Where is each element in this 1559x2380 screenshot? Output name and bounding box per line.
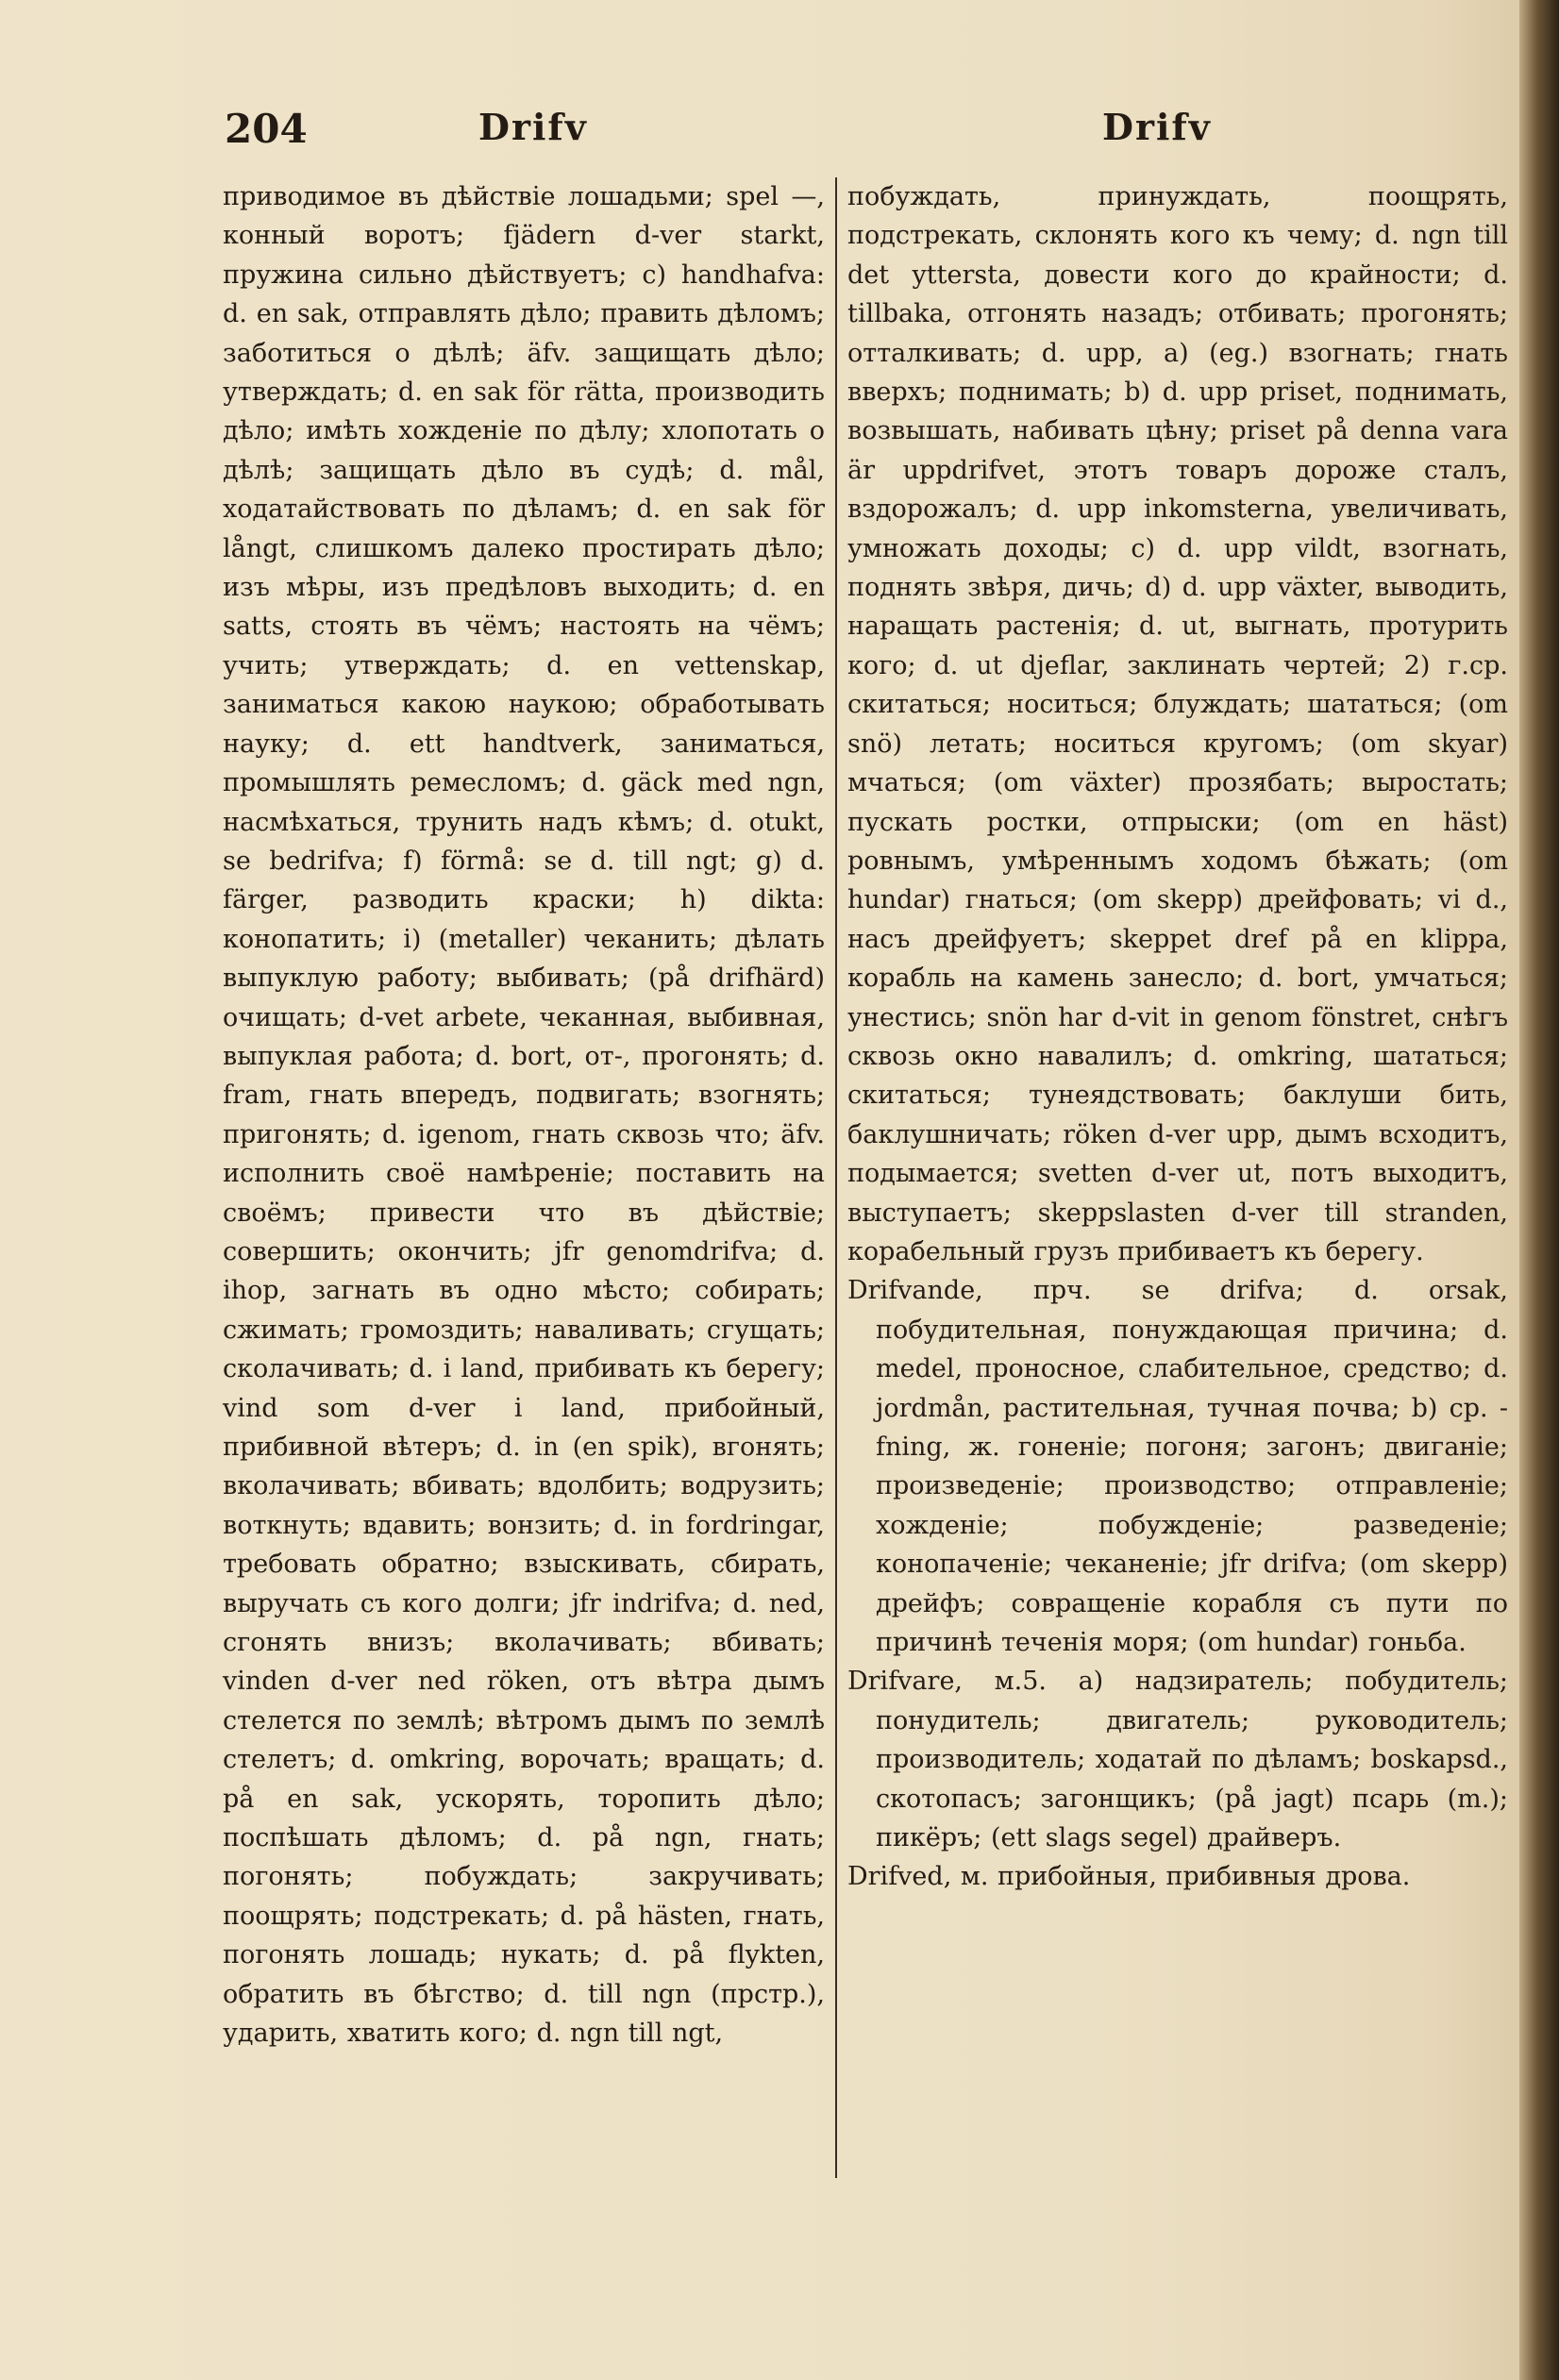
- book-spine-shadow: [1519, 0, 1559, 2380]
- dictionary-entry-drifvare: Drifvare, м.5. a) надзиратель; побудитель; понудитель; двигатель; руководитель; производитель; ходатай по дѣламъ; boskapsd., скотопасъ; загонщикъ; (på jagt) псарь (m.); пикёръ; (ett slags segel) драйверъ.: [847, 1667, 1508, 1853]
- dictionary-entry-drifved: Drifved, м. прибойныя, прибивныя дрова.: [847, 1862, 1411, 1892]
- entry-continuation: приводимое въ дѣйствіе лошадьми; spel —, конный воротъ; fjädern d-ver starkt, пружина сильно дѣйствуетъ; c) handhafva: d. en sak, отправлять дѣло; править дѣломъ; заботиться о дѣлѣ; äfv. защищать дѣло; утверждать; d. en sak för rätta, производить дѣло; имѣть хожденіе по дѣлу; хлопотать о дѣлѣ; защищать дѣло въ судѣ; d. mål, ходатайствовать по дѣламъ; d. en sak för långt, слишкомъ далеко простирать дѣло; изъ мѣры, изъ предѣловъ выходить; d. en satts, стоять въ чёмъ; настоять на чёмъ; учить; утверждать; d. en vettenskap, заниматься какою наукою; обработывать науку; d. ett handtverk, заниматься, промышлять ремесломъ; d. gäck med ngn, насмѣхаться, трунить надъ кѣмъ; d. otukt, se bedrifva; f) förmå: se d. till ngt; g) d. färger, разводить краски; h) dikta: конопатить; i) (metaller) чеканить; дѣлать выпуклую работу; выбивать; (på drifhärd) очищать; d-vet arbete, чеканная, выбивная, выпуклая работа; d. bort, от-, прогонять; d. fram, гнать впередъ, подвигать; взогнять; пригонять; d. igenom, гнать сквозь что; äfv. исполнить своё намѣреніе; поставить на своёмъ; привести что въ дѣйствіе; совершить; окончить; jfr genomdrifva; d. ihop, загнать въ одно мѣсто; собирать; сжимать; громоздить; наваливать; сгущать; сколачивать; d. i land, прибивать къ берегу; vind som d-ver i land, прибойный, прибивной вѣтеръ; d. in (en spik), вгонять; вколачивать; вбивать; вдолбить; водрузить; воткнуть; вдавить; вонзить; d. in fordringar, требовать обратно; взыскивать, сбирать, выручать съ кого долги; jfr indrifva; d. ned, сгонять внизъ; вколачивать; вбивать; vinden d-ver ned röken, отъ вѣтра дымъ стелется по землѣ; вѣтромъ дымъ по землѣ стелетъ; d. omkring, ворочать; вращать; d. på en sak, ускорять, торопить дѣло; поспѣшать дѣломъ; d. på ngn, гнать; погонять; побуждать; закручивать; поощрять; подстрекать; d. på hästen, гнать, погонять лошадь; нукать; d. på flykten, обратить въ бѣгство; d. till ngn (прстр.), ударить, хватить кого; d. ngn till ngt,: [223, 182, 825, 2049]
- running-header: [0, 106, 1559, 162]
- page-number: 204: [225, 106, 308, 152]
- guide-word-right: Drifv: [1102, 106, 1212, 148]
- guide-word-left: Drifv: [478, 106, 588, 148]
- dictionary-entry-drifvande: Drifvande, прч. se drifva; d. orsak, побудительная, понуждающая причина; d. medel, проносное, слабительное, средство; d. jordmån, растительная, тучная почва; b) ср. -fning, ж. гоненіе; погоня; загонъ; двиганіе; произведеніе; производство; отправленіе; хожденіе; побужденіе; разведеніе; конопаченіе; чеканеніе; jfr drifva; (om skepp) дрейфъ; совращеніе корабля съ пути по причинѣ теченія моря; (om hundar) гоньба.: [847, 1276, 1508, 1658]
- entry-continuation: побуждать, принуждать, поощрять, подстрекать, склонять кого къ чему; d. ngn till det yttersta, довести кого до крайности; d. tillbaka, отгонять назадъ; отбивать; прогонять; отталкивать; d. upp, a) (eg.) взогнать; гнать вверхъ; поднимать; b) d. upp priset, поднимать, возвышать, набивать цѣну; priset på denna vara är uppdrifvet, этотъ товаръ дороже сталъ, вздорожалъ; d. upp inkomsterna, увеличивать, умножать доходы; c) d. upp vildt, взогнать, поднять звѣря, дичь; d) d. upp växter, выводить, наращать растенія; d. ut, выгнать, протурить кого; d. ut djeflar, заклинать чертей; 2) г.ср. скитаться; носиться; блуждать; шататься; (om snö) летать; носиться кругомъ; (om skyar) мчаться; (om växter) прозябать; выростать; пускать ростки, отпрыски; (om en häst) ровнымъ, умѣреннымъ ходомъ бѣжать; (om hundar) гнаться; (om skepp) дрейфовать; vi d., насъ дрейфуетъ; skeppet dref på en klippa, корабль на камень занесло; d. bort, умчаться; унестись; snön har d-vit in genom fönstret, снѣгъ сквозь окно навалилъ; d. omkring, шататься; скитаться; тунеядствовать; баклуши бить, баклушничать; röken d-ver upp, дымъ всходитъ, подымается; svetten d-ver ut, потъ выходитъ, выступаетъ; skeppslasten d-ver till stranden, корабельный грузъ прибиваетъ къ берегу.: [847, 182, 1508, 1266]
- column-divider: [835, 177, 837, 2178]
- right-column: [847, 177, 1508, 1897]
- left-column: [223, 177, 825, 2053]
